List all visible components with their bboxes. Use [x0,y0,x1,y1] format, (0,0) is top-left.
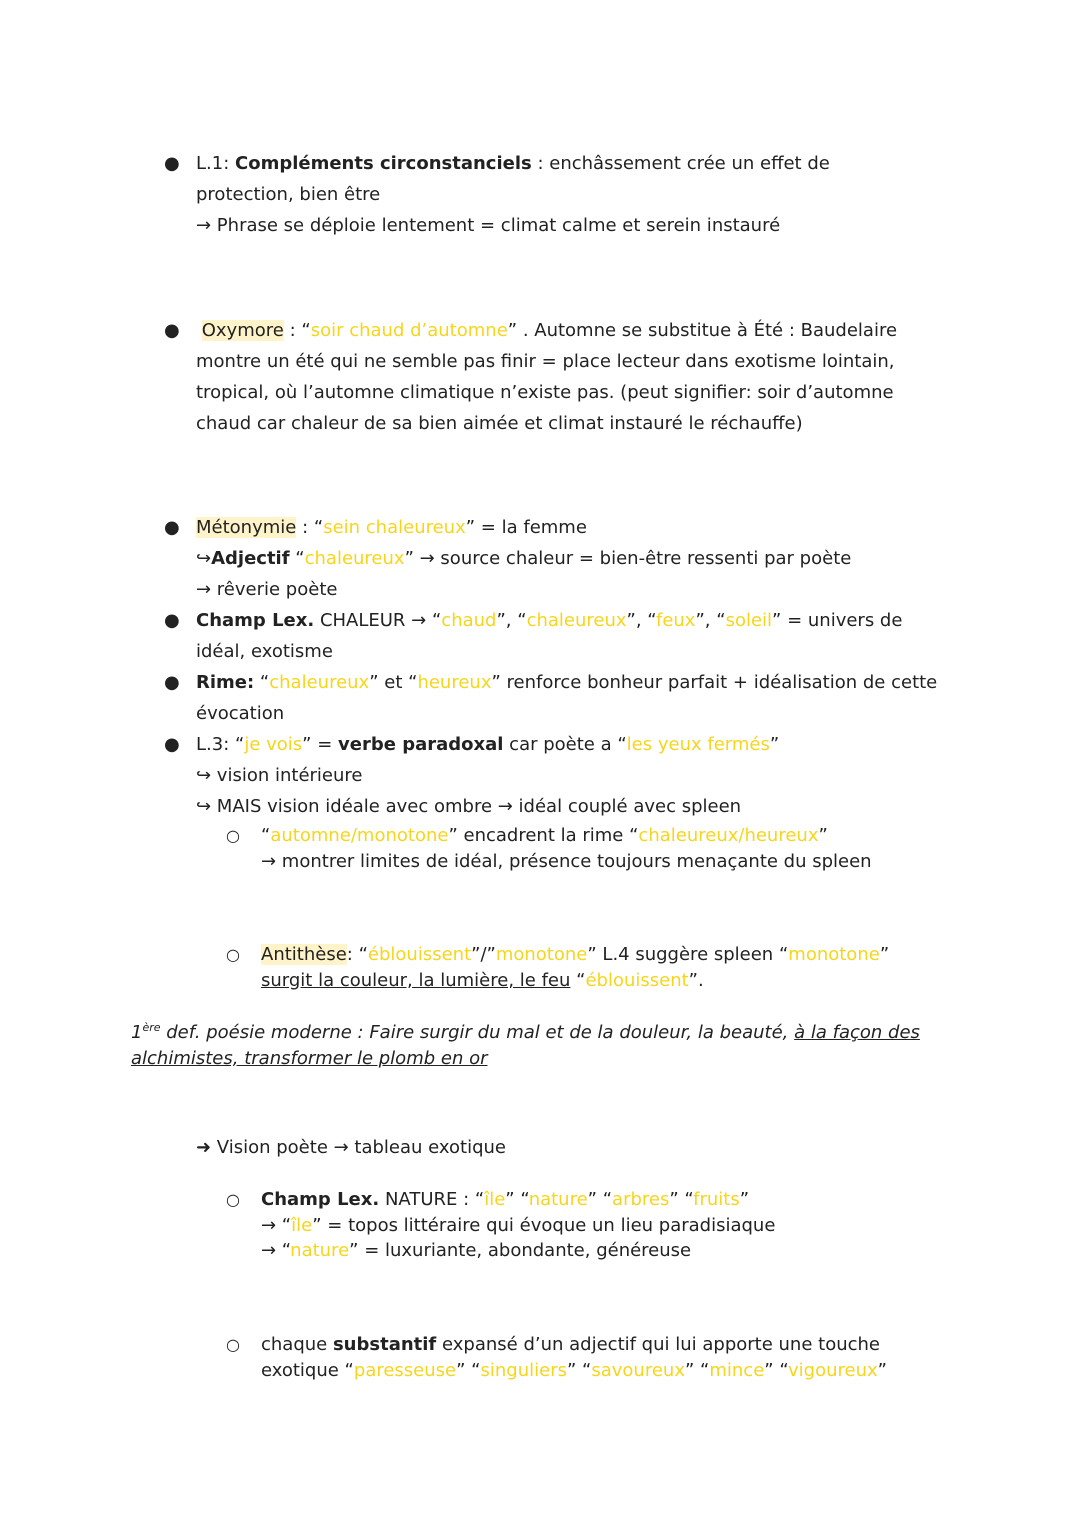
text-line: chaque substantif expansé d’un adjectif qui lui apporte une touche [261,1334,880,1355]
text-line: Métonymie : “sein chaleureux” = la femme [196,517,587,538]
bullet-icon: ● [164,517,180,538]
sub-substantif [261,1332,887,1383]
text-line: ↪Adjectif “chaleureux” → source chaleur = bien-être ressenti par poète [196,548,852,569]
definition-poesie-moderne [131,1015,920,1071]
text-line: exotique “paresseuse” “singuliers” “savoureux” “mince” “vigoureux” [261,1359,887,1381]
sub-automne-monotone [261,823,872,874]
bullet-metonymie [196,512,851,605]
bullet-rime [196,667,937,729]
text-line: Antithèse: “éblouissent”/”monotone” L.4 suggère spleen “monotone” [261,944,890,965]
bullet-champ-chaleur [196,605,902,667]
text-line: → rêverie poète [196,579,338,600]
bullet-icon: ● [164,153,180,174]
text-line: chaud car chaleur de sa bien aimée et climat instauré le réchauffe) [196,413,803,434]
term-highlight: Métonymie [196,517,297,538]
text-line: montre un été qui ne semble pas finir = place lecteur dans exotisme lointain, [196,351,895,372]
quote-highlight: soir chaud d’automne [310,320,508,341]
text-line: surgit la couleur, la lumière, le feu “éblouissent”. [261,969,704,991]
text-line: évocation [196,703,285,724]
bullet-icon: ● [164,672,180,693]
bullet-oxymore [196,315,897,439]
vision-poete-heading [196,1132,506,1163]
bullet-complements [196,148,830,241]
bullet-icon: ● [164,610,180,631]
bullet-icon: ● [164,734,180,755]
sub-antithese [261,942,889,993]
circle-bullet-icon: ○ [226,945,240,964]
text-line: protection, bien être [196,184,381,205]
text-line: Rime: “chaleureux” et “heureux” renforce bonheur parfait + idéalisation de cette [196,672,938,693]
text-line: ↪ vision intérieure [196,765,363,786]
term-highlight: Oxymore [201,320,284,341]
text-line: Champ Lex. CHALEUR → “chaud”, “chaleureux”, “feux”, “soleil” = univers de [196,610,903,631]
text-line: 1ère def. poésie moderne : Faire surgir du mal et de la douleur, la beauté, à la façon des [131,1021,920,1043]
term-highlight: Antithèse [261,944,347,965]
sub-champ-nature [261,1187,775,1264]
text-line: Oxymore : “soir chaud d’automne” . Automne se substitue à Été : Baudelaire [201,320,898,341]
circle-bullet-icon: ○ [226,1335,240,1354]
text-line: “automne/monotone” encadrent la rime “chaleureux/heureux” [261,825,828,846]
text-line: L.1: Compléments circonstanciels : enchâssement crée un effet de [196,153,830,174]
text-line: → Phrase se déploie lentement = climat calme et serein instauré [196,215,781,236]
text-line: → “nature” = luxuriante, abondante, généreuse [261,1240,692,1261]
text-line: → “île” = topos littéraire qui évoque un lieu paradisiaque [261,1214,776,1236]
text-line: L.3: “je vois” = verbe paradoxal car poète a “les yeux fermés” [196,734,780,755]
text-line: tropical, où l’automne climatique n’existe pas. (peut signifier: soir d’automne [196,382,894,403]
quote-highlight: sein chaleureux [323,517,466,538]
hook-arrow-icon: ↪ [196,548,212,569]
text-line: idéal, exotisme [196,641,333,662]
bullet-je-vois [196,729,779,822]
text-line: → montrer limites de idéal, présence toujours menaçante du spleen [261,850,872,872]
text-line: ↪ MAIS vision idéale avec ombre → idéal couplé avec spleen [196,796,742,817]
quote-highlight: chaleureux [304,548,405,569]
circle-bullet-icon: ○ [226,826,240,845]
text-line: alchimistes, transformer le plomb en or [131,1047,488,1069]
bullet-icon: ● [164,320,180,341]
circle-bullet-icon: ○ [226,1190,240,1209]
text-line: ➜ Vision poète → tableau exotique [196,1137,506,1158]
text-line: Champ Lex. NATURE : “île” “nature” “arbres” “fruits” [261,1189,750,1210]
